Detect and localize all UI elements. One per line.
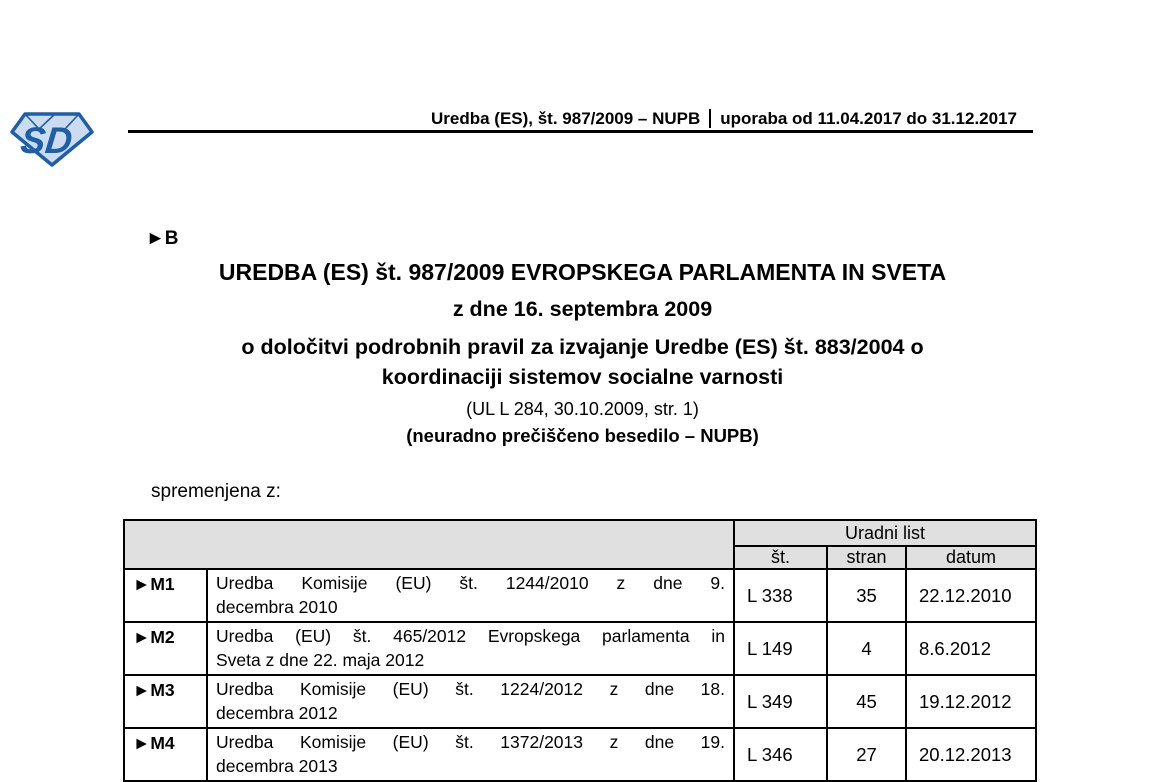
document-subject-line1: o določitvi podrobnih pravil za izvajanje Uredbe (ES) št. 883/2004 o xyxy=(241,335,924,359)
document-subject-line2: koordinaciji sistemov socialne varnosti xyxy=(381,365,784,389)
description-line: Uredba Komisije (EU) št. 1372/2013 z dne 19. xyxy=(216,732,725,752)
amendments-label: spremenjena z: xyxy=(151,481,281,502)
description-line: Uredba Komisije (EU) št. 1224/2012 z dne 18. xyxy=(216,679,725,699)
description-line: Uredba (EU) št. 465/2012 Evropskega parlamenta in xyxy=(216,626,725,646)
vertical-bar-divider xyxy=(709,109,711,128)
header-col-page: stran xyxy=(827,546,906,569)
document-date-line: z dne 16. septembra 2009 xyxy=(452,297,713,321)
description-line: decembra 2010 xyxy=(216,597,338,617)
amendments-table-header xyxy=(124,520,1036,569)
oj-page: 45 xyxy=(827,675,906,728)
document-title: UREDBA (ES) št. 987/2009 EVROPSKEGA PARLAMENTA IN SVETA xyxy=(218,259,947,285)
header-col-number: št. xyxy=(734,546,827,569)
amendment-marker: ►M1 xyxy=(124,569,207,622)
description-line: decembra 2012 xyxy=(216,703,338,723)
header-col-date: datum xyxy=(906,546,1036,569)
description-line: Sveta z dne 22. maja 2012 xyxy=(216,650,425,670)
running-header-validity: uporaba od 11.04.2017 do 31.12.2017 xyxy=(720,109,1017,128)
description-line: Uredba Komisije (EU) št. 1244/2010 z dne 9. xyxy=(216,573,725,593)
oj-date: 22.12.2010 xyxy=(906,569,1036,622)
oj-page: 4 xyxy=(827,622,906,675)
amendment-description xyxy=(207,569,734,622)
oj-page: 35 xyxy=(827,569,906,622)
header-empty-cell xyxy=(124,520,734,569)
description-line: decembra 2013 xyxy=(216,756,338,776)
running-header xyxy=(128,108,1033,133)
consolidation-note: (neuradno prečiščeno besedilo – NUPB) xyxy=(406,425,759,446)
amendment-row xyxy=(124,728,1036,781)
point-in-time-marker-b: ►B xyxy=(146,228,179,249)
oj-page: 27 xyxy=(827,728,906,781)
oj-number: L 338 xyxy=(734,569,827,622)
oj-number: L 149 xyxy=(734,622,827,675)
oj-date: 20.12.2013 xyxy=(906,728,1036,781)
amendment-description xyxy=(207,675,734,728)
oj-number: L 349 xyxy=(734,675,827,728)
oj-date: 8.6.2012 xyxy=(906,622,1036,675)
oj-date: 19.12.2012 xyxy=(906,675,1036,728)
amendment-description xyxy=(207,728,734,781)
header-uradni-list: Uradni list xyxy=(734,520,1036,546)
amendment-row xyxy=(124,569,1036,622)
amendment-row xyxy=(124,675,1036,728)
amendment-marker: ►M2 xyxy=(124,622,207,675)
amendment-description xyxy=(207,622,734,675)
publication-reference: (UL L 284, 30.10.2009, str. 1) xyxy=(466,399,699,419)
amendment-row xyxy=(124,622,1036,675)
amendment-marker: ►M3 xyxy=(124,675,207,728)
oj-number: L 346 xyxy=(734,728,827,781)
svg-text:SD: SD xyxy=(18,119,75,161)
amendment-marker: ►M4 xyxy=(124,728,207,781)
sd-diamond-logo xyxy=(10,110,94,168)
running-header-doc-ref: Uredba (ES), št. 987/2009 – NUPB xyxy=(430,109,701,128)
